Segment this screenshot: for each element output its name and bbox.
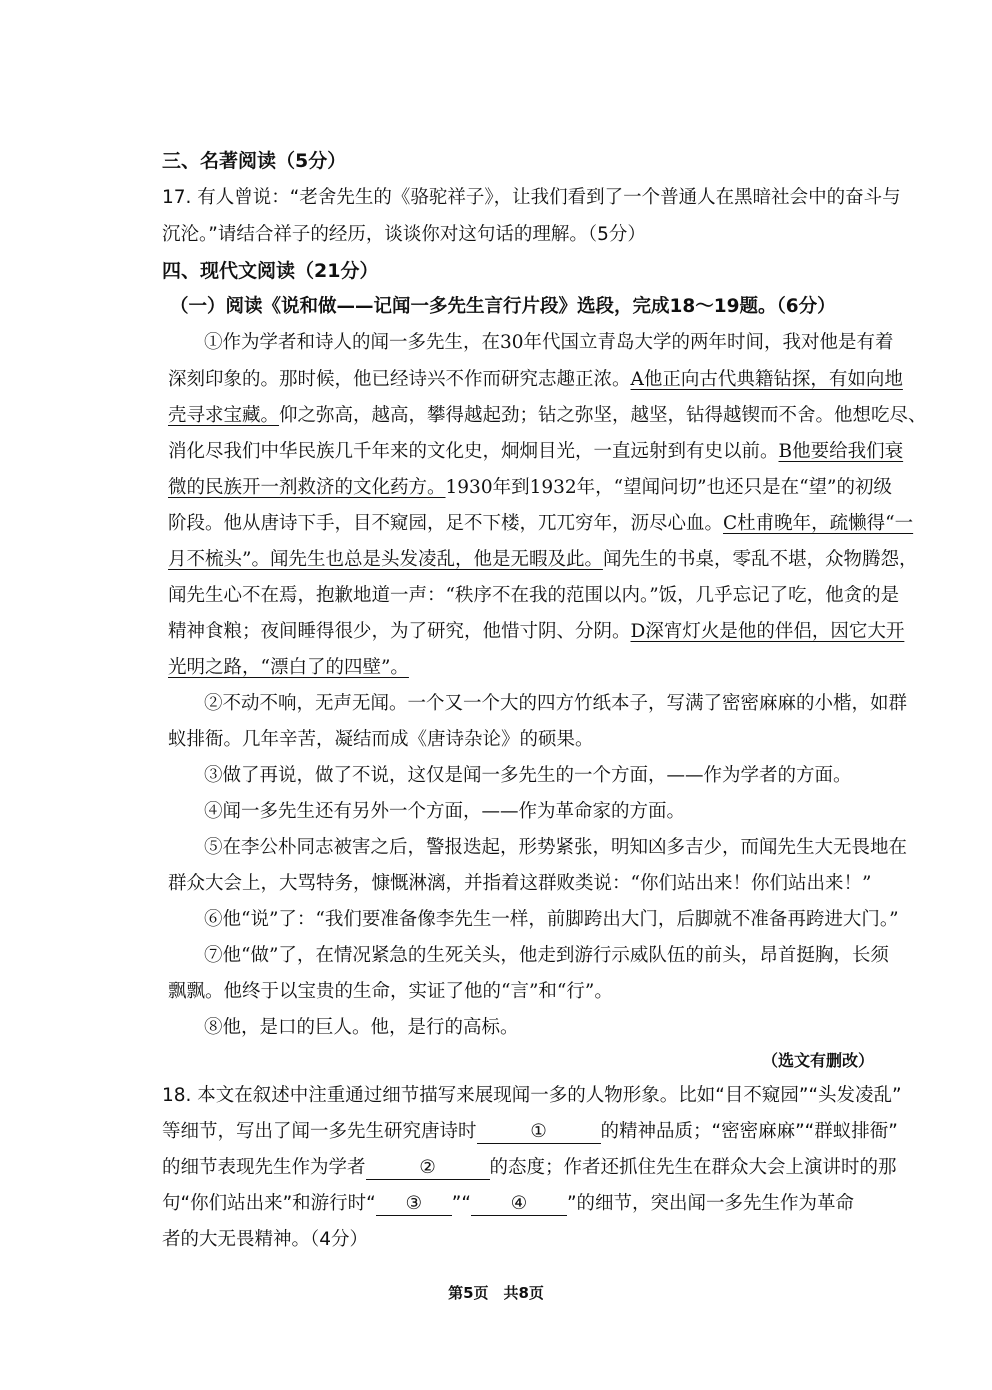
source-note: （选文有删改） (762, 1051, 875, 1070)
passage-p8: ⑧他，是口的巨人。他，是行的高标。 (204, 1017, 519, 1038)
question-18-line-3 (162, 1155, 897, 1181)
passage-p1-line-4 (168, 439, 903, 465)
answer-blank-1[interactable]: ① (477, 1121, 601, 1144)
question-17-line-1: 17. 有人曾说：“老舍先生的《骆驼祥子》，让我们看到了一个普通人在黑暗社会中的奋斗与 (162, 187, 901, 208)
question-18-line-5: 者的大无畏精神。（4分） (162, 1229, 369, 1250)
question-text: 的精神品质；“密密麻麻”“群蚁排衙” (600, 1121, 898, 1142)
underlined-sentence-d-end: 光明之路，“漂白了的四壁”。 (168, 657, 409, 678)
passage-p2-line-2: 蚁排衙。几年辛苦，凝结而成《唐诗杂论》的硕果。 (168, 729, 594, 750)
question-text: 句“你们站出来”和游行时“ (162, 1193, 376, 1214)
underlined-sentence-d: D深宵灯火是他的伴侣，因它大开 (630, 621, 905, 642)
question-text: ”的细节，突出闻一多先生作为革命 (566, 1193, 855, 1214)
passage-text: 精神食粮；夜间睡得很少，为了研究，他惜寸阴、分阴。 (168, 621, 631, 642)
passage-p1-line-1: ①作为学者和诗人的闻一多先生，在30年代国立青岛大学的两年时间，我对他是有着 (204, 332, 894, 353)
passage-p5-line-1: ⑤在李公朴同志被害之后，警报迭起，形势紧张，明知凶多吉少，而闻先生大无畏地在 (204, 837, 908, 858)
section-heading-3: 三、名著阅读（5分） (162, 150, 347, 172)
passage-p4: ④闻一多先生还有另外一个方面，——作为革命家的方面。 (204, 801, 686, 822)
question-17-line-2: 沉沦。”请结合祥子的经历，谈谈你对这句话的理解。（5分） (162, 224, 646, 245)
passage-p1-line-6 (168, 511, 913, 537)
passage-text: 闻先生的书桌，零乱不堪，众物腾怨， (602, 549, 918, 570)
passage-p6: ⑥他“说”了：“我们要准备像李先生一样，前脚跨出大门，后脚就不准备再跨进大门。” (204, 909, 899, 930)
subsection-heading: （一）阅读《说和做——记闻一多先生言行片段》选段，完成18～19题。（6分） (170, 296, 836, 317)
underlined-sentence-c: C杜甫晚年，疏懒得“一 (723, 513, 914, 534)
section-heading-4: 四、现代文阅读（21分） (162, 260, 379, 282)
passage-text: 深刻印象的。那时候，他已经诗兴不作而研究志趣正浓。 (168, 369, 631, 390)
answer-blank-4[interactable]: ④ (471, 1193, 567, 1216)
passage-p3: ③做了再说，做了不说，这仅是闻一多先生的一个方面，——作为学者的方面。 (204, 765, 852, 786)
passage-p1-line-7 (168, 547, 917, 573)
passage-p1-line-8: 闻先生心不在焉，抱歉地道一声：“秩序不在我的范围以内。”饭，几乎忘记了吃，他贪的是 (168, 585, 900, 606)
question-text: 的态度；作者还抓住先生在群众大会上演讲时的那 (489, 1157, 897, 1178)
passage-text: 仰之弥高，越高，攀得越起劲；钻之弥坚，越坚，钻得越锲而不舍。他想吃尽、 (279, 405, 927, 426)
passage-text: 1930年到1932年，“望闻问切”也还只是在“望”的初级 (445, 477, 893, 498)
underlined-sentence-a-end: 壳寻求宝藏。 (168, 405, 280, 426)
question-18-line-1: 18. 本文在叙述中注重通过细节描写来展现闻一多的人物形象。比如“目不窥园”“头发凌乱” (162, 1085, 902, 1106)
passage-p2-line-1: ②不动不响，无声无闻。一个又一个大的四方竹纸本子，写满了密密麻麻的小楷，如群 (204, 693, 908, 714)
passage-p5-line-2: 群众大会上，大骂特务，慷慨淋漓，并指着这群败类说：“你们站出来！你们站出来！” (168, 873, 872, 894)
passage-p1-line-9 (168, 619, 904, 645)
passage-p1-line-2 (168, 367, 903, 393)
question-text: 等细节，写出了闻一多先生研究唐诗时 (162, 1121, 477, 1142)
passage-p1-line-3 (168, 403, 927, 429)
passage-p1-line-5 (168, 475, 892, 501)
passage-text: 阶段。他从唐诗下手，目不窥园，足不下楼，兀兀穷年，沥尽心血。 (168, 513, 724, 534)
question-18-line-2 (162, 1119, 898, 1145)
passage-p7-line-2: 飘飘。他终于以宝贵的生命，实证了他的“言”和“行”。 (168, 981, 613, 1002)
passage-p7-line-1: ⑦他“做”了，在情况紧急的生死关头，他走到游行示威队伍的前头，昂首挺胸，长须 (204, 945, 889, 966)
question-text: 的细节表现先生作为学者 (162, 1157, 366, 1178)
underlined-sentence-b-end: 微的民族开一剂救济的文化药方。 (168, 477, 446, 498)
underlined-sentence-b: B他要给我们衰 (778, 441, 904, 462)
page-footer: 第5页 共8页 (448, 1284, 544, 1302)
question-18-line-4 (162, 1191, 854, 1217)
passage-text: 消化尽我们中华民族几千年来的文化史，炯炯目光，一直远射到有史以前。 (168, 441, 779, 462)
underlined-sentence-a: A他正向古代典籍钻探，有如向地 (630, 369, 903, 390)
answer-blank-3[interactable]: ③ (376, 1193, 452, 1216)
question-text: ”“ (451, 1193, 471, 1214)
answer-blank-2[interactable]: ② (366, 1157, 490, 1180)
underlined-sentence-c-end: 月不梳头”。闻先生也总是头发凌乱，他是无暇及此。 (168, 549, 603, 570)
